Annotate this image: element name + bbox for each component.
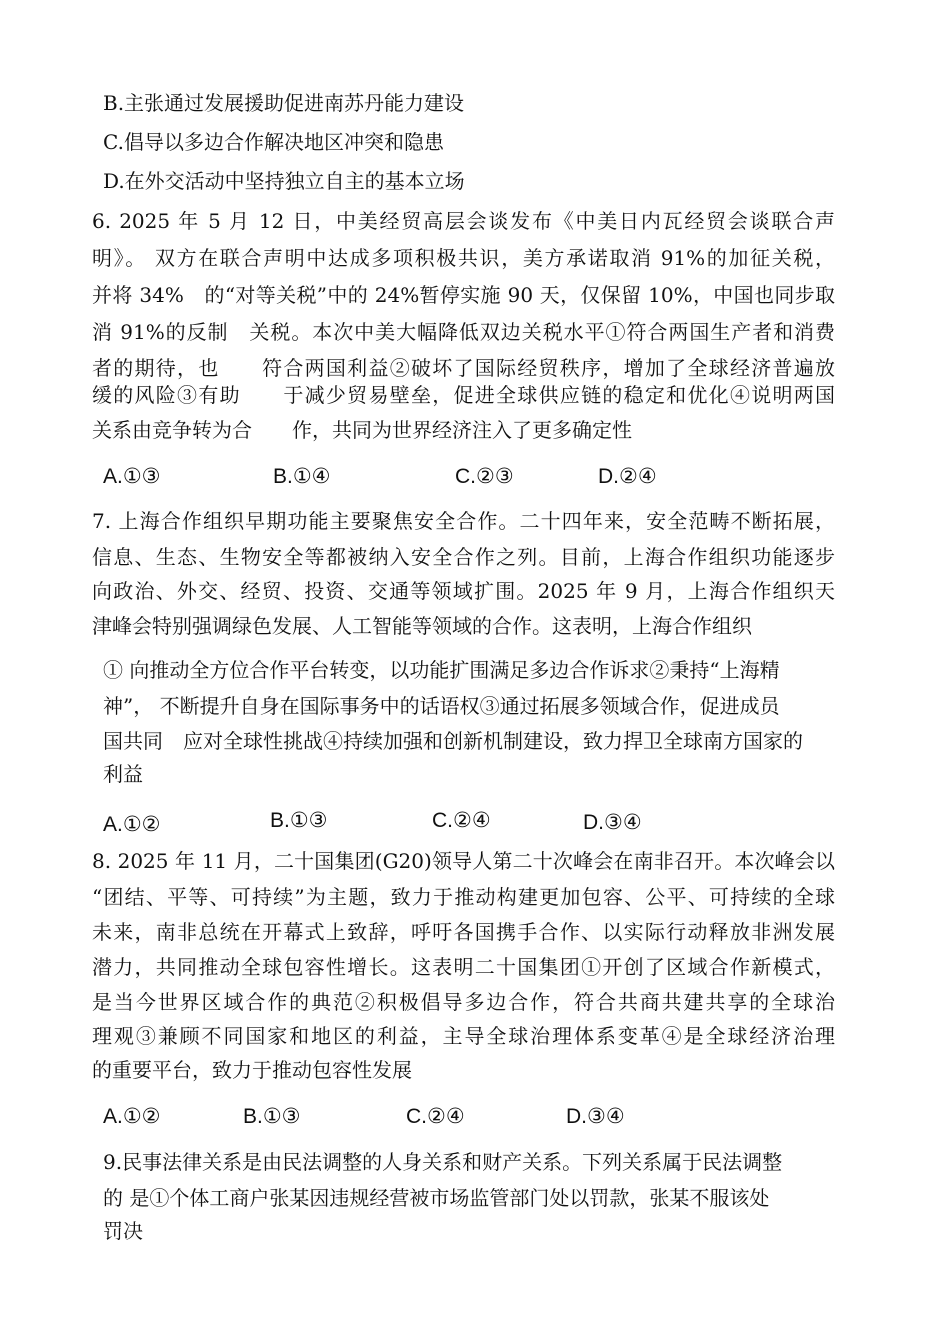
q7-line: 向政治、外交、经贸、投资、交通等领域扩围。2025 年 9 月，上海合作组织天 <box>92 579 835 603</box>
q6-option-c: C.②③ <box>455 465 514 488</box>
q7-line: 信息、生态、生物安全等都被纳入安全合作之列。目前，上海合作组织功能逐步 <box>92 545 835 569</box>
q7-line: 7. 上海合作组织早期功能主要聚焦安全合作。二十四年来，安全范畴不断拓展， <box>92 509 835 533</box>
q6-option-d: D.②④ <box>598 465 657 488</box>
q8-line: 理观③兼顾不同国家和地区的利益，主导全球治理体系变革④是全球经济治理 <box>92 1024 835 1048</box>
q6-line: 明》。 双方在联合声明中达成多项积极共识，美方承诺取消 91%的加征关税， <box>92 246 835 270</box>
q7-line: 神”， 不断提升自身在国际事务中的话语权③通过拓展多领域合作，促进成员 <box>103 694 780 718</box>
q8-option-c: C.②④ <box>406 1105 465 1128</box>
q9-line: 的 是①个体工商户张某因违规经营被市场监管部门处以罚款，张某不服该处 <box>103 1186 770 1210</box>
q6-line: 消 91%的反制 关税。本次中美大幅降低双边关税水平①符合两国生产者和消费 <box>92 320 835 344</box>
q6-line: 关系由竞争转为合 作，共同为世界经济注入了更多确定性 <box>92 418 632 442</box>
q7-option-b: B.①③ <box>270 809 328 832</box>
q8-option-d: D.③④ <box>566 1105 625 1128</box>
q8-option-b: B.①③ <box>243 1105 301 1128</box>
q6-line: 者的期待，也 符合两国利益②破坏了国际经贸秩序，增加了全球经济普遍放 <box>92 356 835 380</box>
q7-line: 津峰会特别强调绿色发展、人工智能等领域的合作。这表明，上海合作组织 <box>92 614 752 638</box>
q6-line: 缓的风险③有助 于减少贸易壁垒，促进全球供应链的稳定和优化④说明两国 <box>92 383 835 407</box>
q8-line: 8. 2025 年 11 月，二十国集团(G20)领导人第二十次峰会在南非召开。本次峰会以 <box>92 849 835 873</box>
q6-line: 6. 2025 年 5 月 12 日，中美经贸高层会谈发布《中美日内瓦经贸会谈联合声 <box>92 209 835 233</box>
q5-option-d: D.在外交活动中坚持独立自主的基本立场 <box>103 169 465 193</box>
q7-line: ① 向推动全方位合作平台转变，以功能扩围满足多边合作诉求②秉持“上海精 <box>103 658 780 682</box>
q8-line: 未来，南非总统在开幕式上致辞，呼吁各国携手合作、以实际行动释放非洲发展 <box>92 920 835 944</box>
q7-line: 国共同 应对全球性挑战④持续加强和创新机制建设，致力捍卫全球南方国家的 <box>103 729 803 753</box>
q8-line: “团结、平等、可持续”为主题，致力于推动构建更加包容、公平、可持续的全球 <box>92 885 835 909</box>
q7-line: 利益 <box>103 762 143 786</box>
q9-line: 9.民事法律关系是由民法调整的人身关系和财产关系。下列关系属于民法调整 <box>103 1150 783 1174</box>
q7-option-c: C.②④ <box>432 809 491 832</box>
q7-option-d: D.③④ <box>583 811 642 834</box>
q7-option-a: A.①② <box>103 813 161 836</box>
q8-line: 的重要平台，致力于推动包容性发展 <box>92 1058 412 1082</box>
q6-option-a: A.①③ <box>103 465 161 488</box>
q8-line: 潜力，共同推动全球包容性增长。这表明二十国集团①开创了区域合作新模式， <box>92 955 835 979</box>
q5-option-b: B.主张通过发展援助促进南苏丹能力建设 <box>103 91 465 115</box>
q8-option-a: A.①② <box>103 1105 161 1128</box>
q8-line: 是当今世界区域合作的典范②积极倡导多边合作，符合共商共建共享的全球治 <box>92 990 835 1014</box>
q9-line: 罚决 <box>103 1219 143 1243</box>
q6-line: 并将 34% 的“对等关税”中的 24%暂停实施 90 天，仅保留 10%，中国也同步取 <box>92 283 835 307</box>
q5-option-c: C.倡导以多边合作解决地区冲突和隐患 <box>103 130 444 154</box>
q6-option-b: B.①④ <box>273 465 331 488</box>
